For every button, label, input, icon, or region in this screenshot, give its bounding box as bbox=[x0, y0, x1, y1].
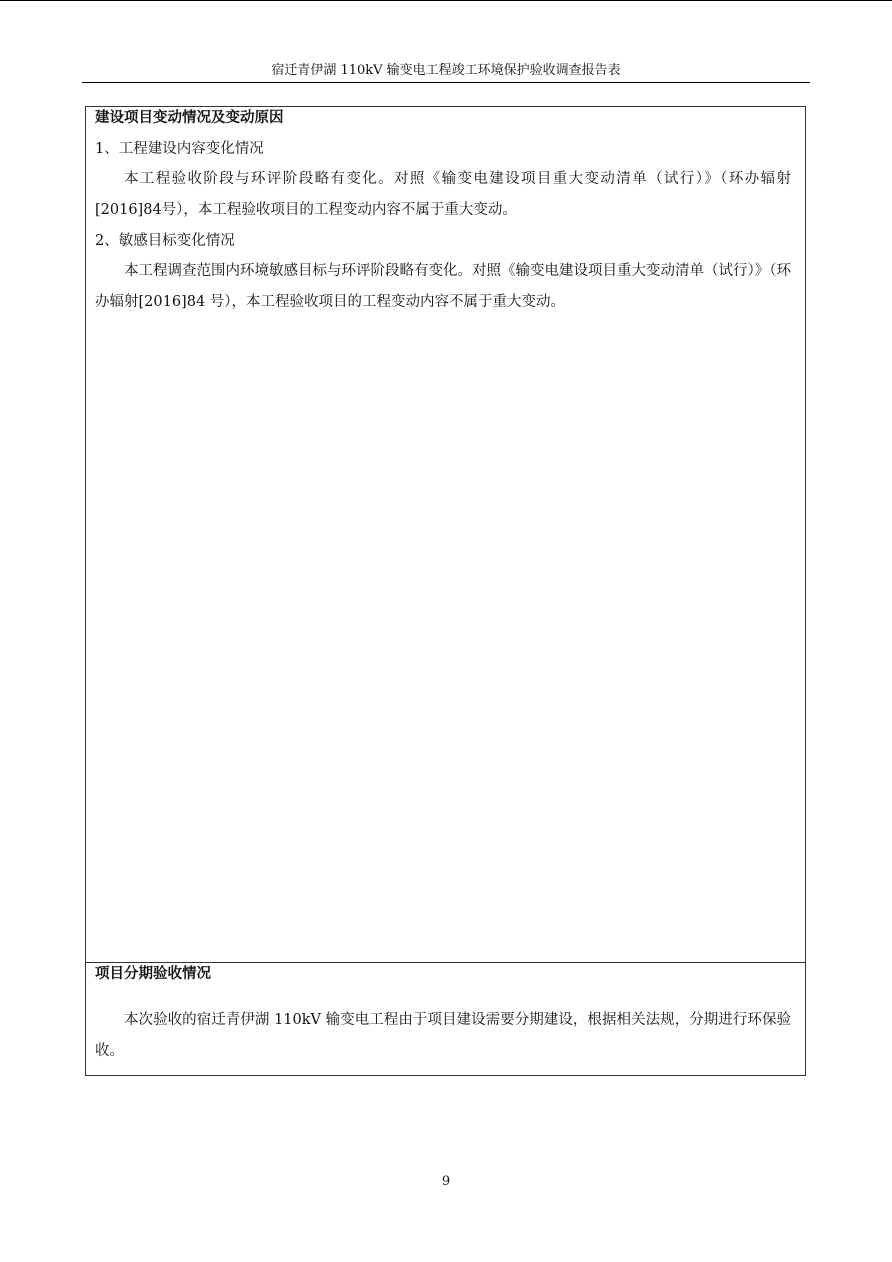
page-header-title: 宿迁青伊湖 110kV 输变电工程竣工环境保护验收调查报告表 bbox=[271, 63, 621, 78]
header-rule bbox=[82, 82, 810, 83]
section-phased-acceptance bbox=[86, 963, 805, 1075]
report-table bbox=[85, 106, 806, 1076]
section-title-project-changes: 建设项目变动情况及变动原因 bbox=[95, 109, 284, 126]
paragraph-construction-changes: 本工程验收阶段与环评阶段略有变化。对照《输变电建设项目重大变动清单（试行）》（环办辐射[2016]84号），本工程验收项目的工程变动内容不属于重大变动。 bbox=[95, 171, 791, 218]
paragraph-phased-acceptance: 本次验收的宿迁青伊湖 110kV 输变电工程由于项目建设需要分期建设，根据相关法规，分期进行环保验收。 bbox=[95, 1012, 791, 1059]
paragraph-sensitive-targets: 本工程调查范围内环境敏感目标与环评阶段略有变化。对照《输变电建设项目重大变动清单（试行）》（环办辐射[2016]84 号），本工程验收项目的工程变动内容不属于重大变动。 bbox=[95, 263, 791, 310]
page-number: 9 bbox=[441, 1174, 451, 1189]
subsection-heading-construction-changes: 1、工程建设内容变化情况 bbox=[95, 141, 264, 157]
section-title-phased-acceptance: 项目分期验收情况 bbox=[95, 965, 211, 982]
section-project-changes bbox=[86, 107, 805, 963]
subsection-heading-sensitive-targets: 2、敏感目标变化情况 bbox=[95, 233, 235, 249]
top-border-line bbox=[0, 0, 892, 1]
